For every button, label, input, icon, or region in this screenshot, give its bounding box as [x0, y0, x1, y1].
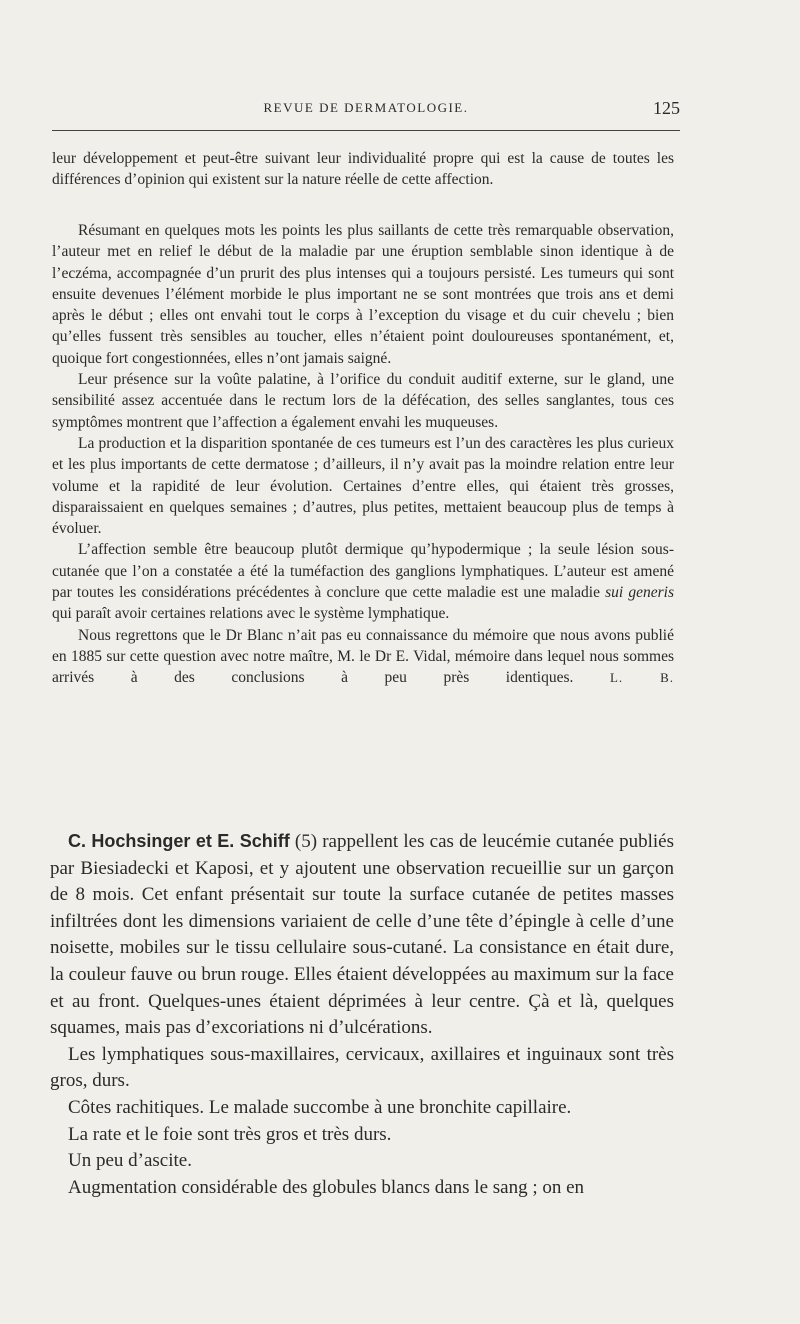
article-paragraph-1-text: (5) rappellent les cas de leucémie cutanée publiés par Biesiadecki et Kaposi, et y ajoutent une observation recueillie sur un garçon de 8 mois. Cet enfant présentait sur toute la surface cutanée de petites masses infiltrées dont les dimensions variaient de celle d’une tête d’épingle à celle d’une noisette, mobiles sur le tissu cellulaire sous-cutané. La consistance en était dure, la couleur fauve ou brun rouge. Elles étaient développées au maximum sur la face et au front. Quelques-unes étaient déprimées à leur centre. Çà et là, quelques squames, mais pas d’excoriations ni d’ulcérations. [50, 831, 674, 1039]
article-paragraph-4: La rate et le foie sont très gros et très durs. [68, 1123, 392, 1145]
latin-phrase: sui generis [605, 584, 674, 602]
page-number: 125 [653, 98, 680, 118]
article-paragraph-1 [50, 828, 674, 1042]
review-paragraph-4 [52, 539, 674, 624]
article-paragraph-3: Côtes rachitiques. Le malade succombe à une bronchite capillaire. [68, 1096, 572, 1118]
review-paragraph-2: Leur présence sur la voûte palatine, à l’orifice du conduit auditif externe, sur le gland, une sensibilité assez accentuée dans le rectum lors de la défécation, des selles sanglantes, tous ces symptômes montrent que l’affection a également envahi les muqueuses. [52, 371, 674, 431]
article-block [50, 828, 674, 1201]
article-paragraph-5: Un peu d’ascite. [68, 1150, 192, 1172]
review-block [52, 220, 674, 689]
review-paragraph-5 [52, 625, 674, 689]
review-paragraph-4-end: qui paraît avoir certaines relations avec le système lymphatique. [52, 605, 450, 623]
running-head [52, 100, 680, 124]
intro-paragraph-block [52, 148, 674, 191]
running-title: REVUE DE DERMATOLOGIE. [263, 100, 469, 115]
article-paragraph-2: Les lymphatiques sous-maxillaires, cervicaux, axillaires et inguinaux sont très gros, durs. [50, 1043, 674, 1092]
review-paragraph-3: La production et la disparition spontanée de ces tumeurs est l’un des caractères les plus curieux et les plus importants de cette dermatose ; d’ailleurs, il n’y avait pas la moindre relation entre leur volume et la rapidité de leur évolution. Certaines d’entre elles, qui étaient très grosses, disparaissaient en quelques semaines ; d’autres, plus petites, mettaient beaucoup plus de temps à évoluer. [52, 434, 674, 538]
header-rule [52, 130, 680, 131]
review-paragraph-1: Résumant en quelques mots les points les plus saillants de cette très remarquable observation, l’auteur met en relief le début de la maladie par une éruption semblable sinon identique à de l’eczéma, accompagnée d’un prurit des plus intenses qui a toujours persisté. Les tumeurs qui sont ensuite devenues l’élément morbide le plus important ne se sont montrées que trois ans et demi après le début ; elles ont envahi tout le corps à l’exception du visage et du cuir chevelu ; bien qu’elles fussent très sensibles au toucher, elles n’étaient point douloureuses spontanément, et, quoique fort congestionnées, elles n’ont jamais saigné. [52, 222, 674, 367]
reviewer-signature: L. B. [609, 670, 674, 686]
article-paragraph-6: Augmentation considérable des globules blancs dans le sang ; on en [68, 1176, 585, 1198]
review-paragraph-5-text: Nous regrettons que le Dr Blanc n’ait pas eu connaissance du mémoire que nous avons publié en 1885 sur cette question avec notre maître, M. le Dr E. Vidal, mémoire dans lequel nous sommes arrivés à des conclusions à peu près identiques. [52, 626, 674, 687]
article-authors: C. Hochsinger et E. Schiff [68, 831, 290, 851]
review-paragraph-4-start: L’affection semble être beaucoup plutôt dermique qu’hypodermique ; la seule lésion sous-cutanée que l’on a constatée a été la tuméfaction des ganglions lymphatiques. L’auteur est amené par toutes les considérations précédentes à conclure que cette maladie est une maladie [52, 541, 674, 602]
intro-paragraph: leur développement et peut-être suivant leur individualité propre qui est la cause de toutes les différences d’opinion qui existent sur la nature réelle de cette affection. [52, 150, 674, 189]
